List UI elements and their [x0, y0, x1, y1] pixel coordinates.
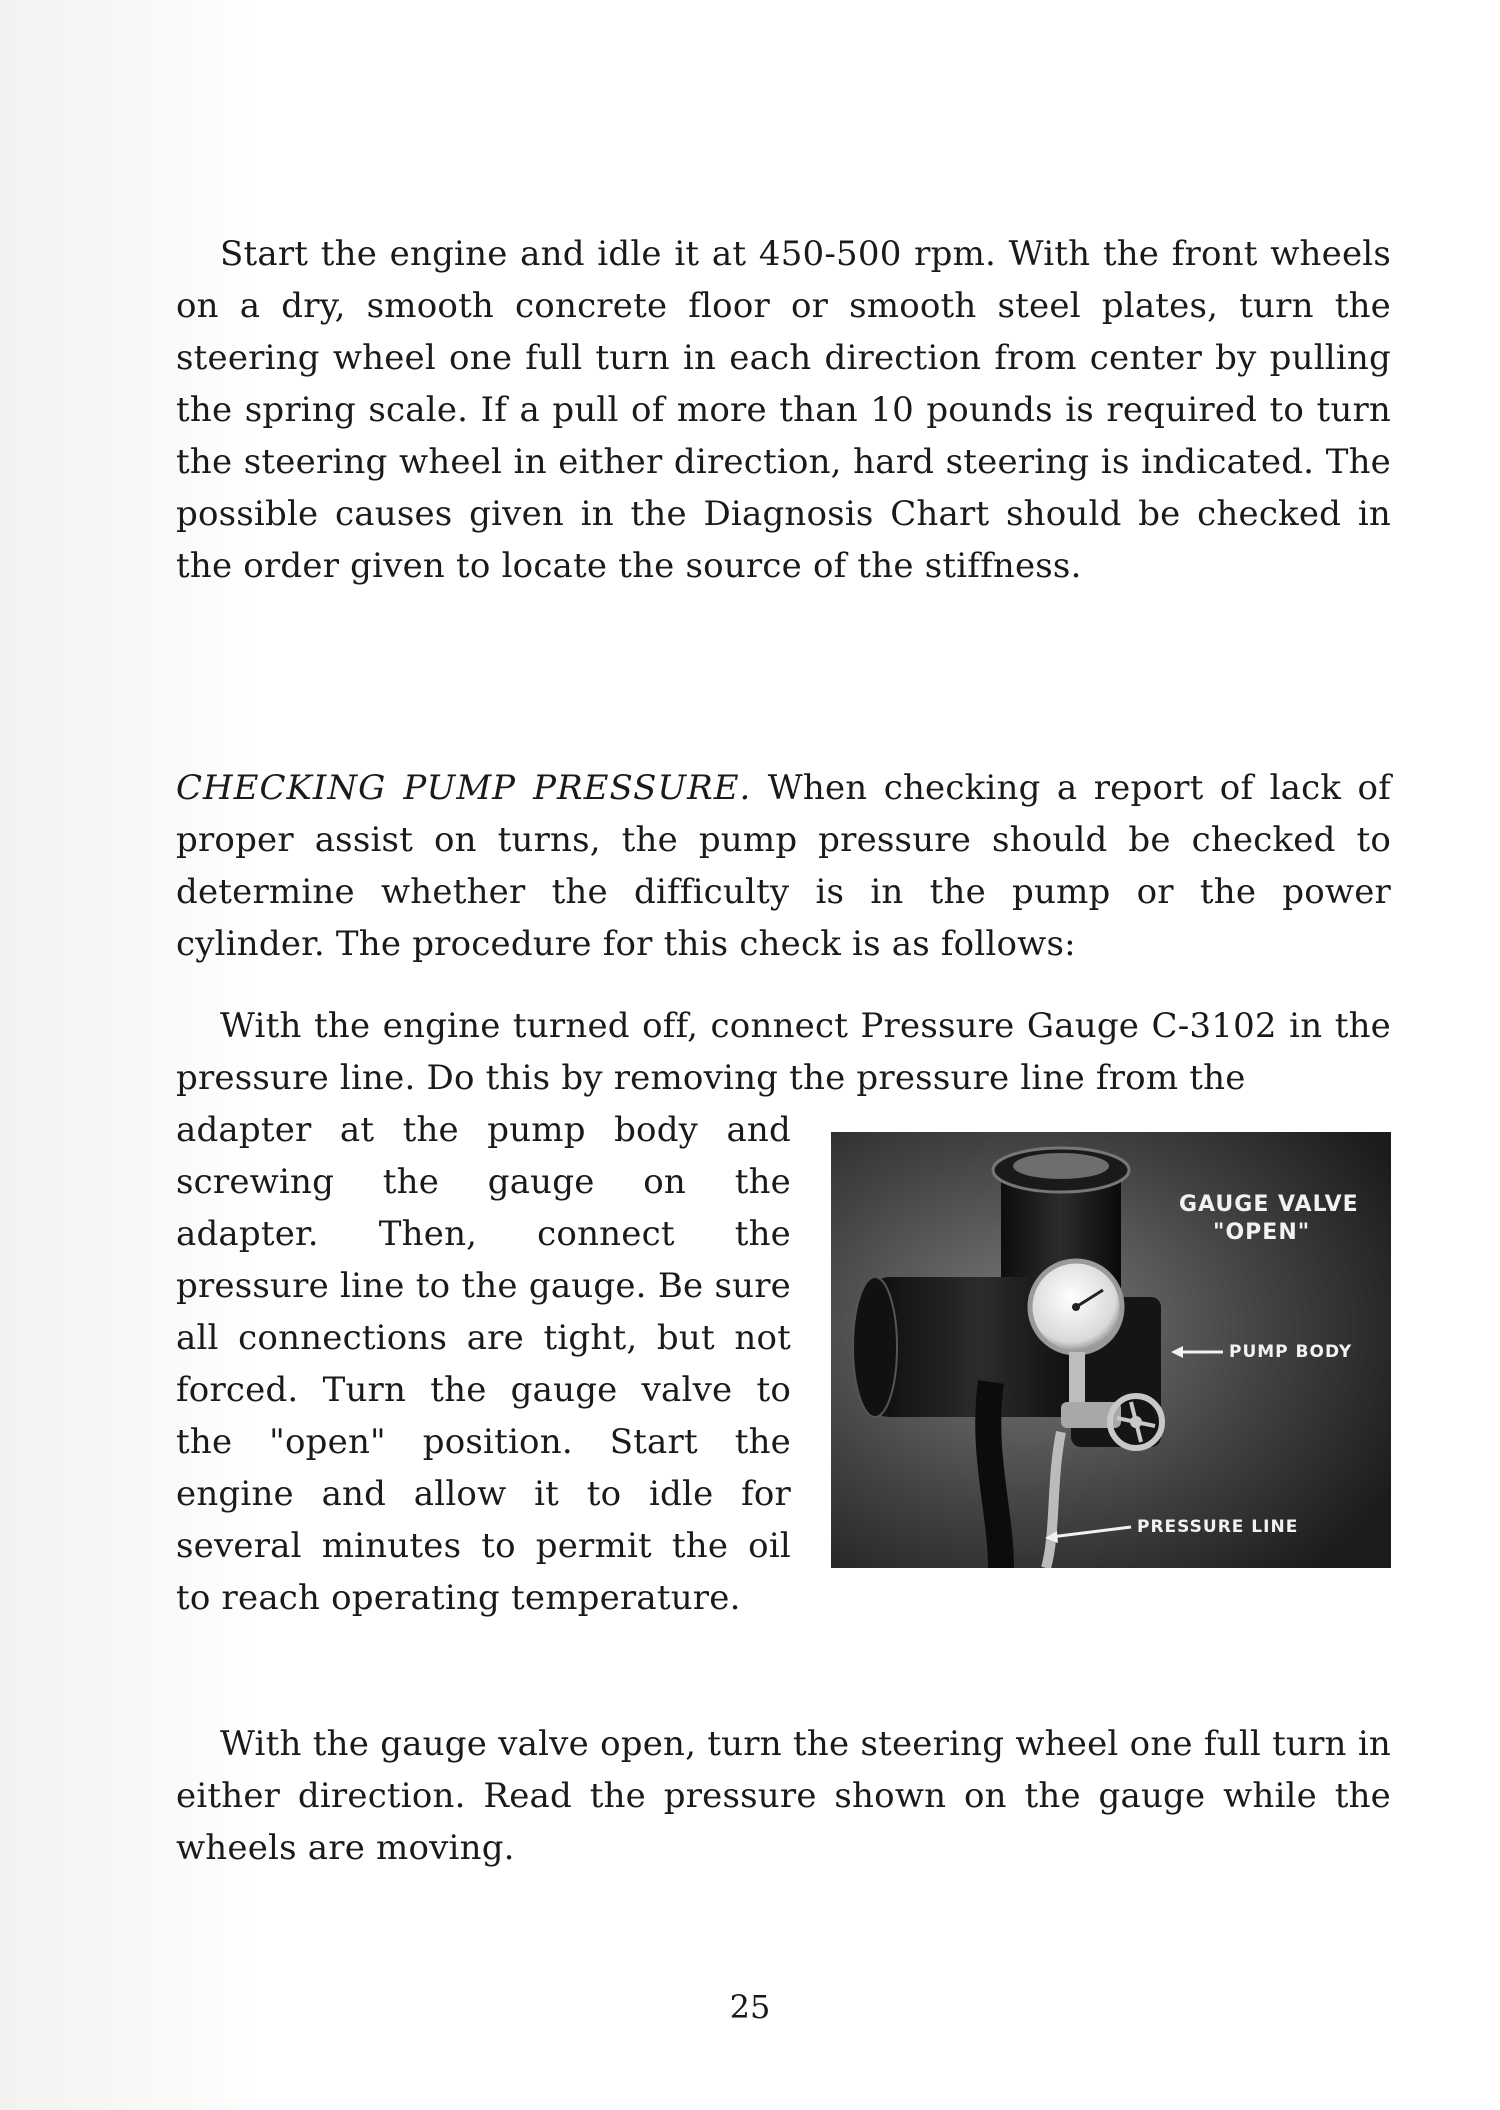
paragraph-connect-gauge-intro: With the engine turned off, connect Pressure Gauge C-3102 in the pressure line. Do this by removing the pressure line from the [176, 1006, 1391, 1098]
label-pump-body: PUMP BODY [1229, 1342, 1353, 1362]
paragraph-checking-pump-pressure [176, 762, 1391, 970]
pump-gauge-photo [831, 1132, 1391, 1568]
paragraph-read-pressure: With the gauge valve open, turn the steering wheel one full turn in either direction. Read the pressure shown on the gauge while the wheels are moving. [176, 1724, 1391, 1868]
paragraph-hard-steering-check: Start the engine and idle it at 450-500 rpm. With the front wheels on a dry, smooth concrete floor or smooth steel plates, turn the steering wheel one full turn in each direction from center by pulling the spring scale. If a pull of more than 10 pounds is required to turn the steering wheel in either direction, hard steering is indicated. The possible causes given in the Diagnosis Chart should be checked in the order given to locate the source of the stiffness. [176, 234, 1391, 586]
section-heading: CHECKING PUMP PRESSURE. [176, 768, 752, 808]
paragraph-connect-gauge-continued: adapter at the pump body and screwing the gauge on the adapter. Then, connect the pressure line to the gauge. Be sure all connections are tight, but not forced. Turn the gauge valve to the "open" position. Start the engine and allow it to idle for several minutes to permit the oil to reach operating temperature. [176, 1110, 791, 1618]
page-number: 25 [729, 1988, 771, 2026]
label-gauge-valve: GAUGE VALVE [1179, 1192, 1359, 1217]
label-pressure-line: PRESSURE LINE [1137, 1517, 1299, 1537]
paragraph-body: When checking a report of lack of proper assist on turns, the pump pressure should be checked to determine whether the difficulty is in the pump or the power cylinder. The procedure for this check is as follows: [176, 768, 1391, 964]
paragraph-with-figure [176, 1104, 1391, 1624]
label-gauge-valve-open: "OPEN" [1213, 1220, 1311, 1245]
